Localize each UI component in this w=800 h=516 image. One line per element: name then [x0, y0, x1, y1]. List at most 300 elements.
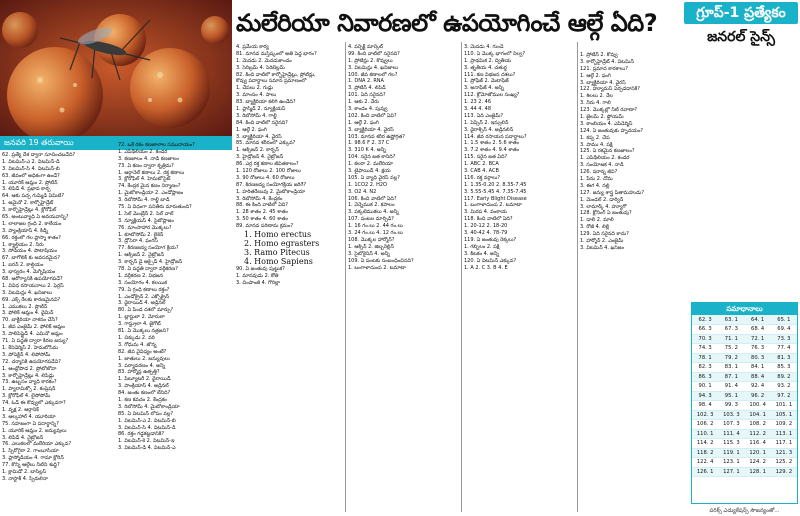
question-line: 79. ఏ గ్రంధి కణాలు రక్తం? [118, 286, 170, 293]
question-line: 111. కణ విభజన దశలు? [464, 71, 516, 78]
answer-cell: 107. 3 [718, 420, 744, 430]
question-line: 103. మానవ శరీర ఉష్ణోగ్రత? [348, 133, 405, 140]
answer-cell: 110. 1 [692, 429, 718, 439]
question-line: 3. లిపిడ్ 4. ప్రభావ కార్బ [2, 186, 51, 193]
answer-cell: 104. 1 [745, 410, 771, 420]
question-line: 3. సెరిబ్రమ్ 4. సెరిబెల్లమ్ [236, 64, 285, 71]
answer-cell: 62. 3 [692, 315, 718, 325]
answer-cell: 63. 1 [718, 315, 744, 325]
question-line: 1. 28 శాతం 2. 45 శాతం [236, 209, 288, 216]
question-line: 71. ఏ పద్దతి ద్వారా కిరణ జన్యు? [2, 338, 69, 345]
question-line: 4. ప్రమేయ కార్య [236, 44, 269, 50]
answer-cell: 69. 4 [771, 325, 797, 335]
question-line: 76. మాంసాహార మొక్కలు? [118, 224, 172, 231]
question-line: 1. స్పిరోగైరా 2. గాంబూసియా [2, 448, 59, 455]
question-line: 116. రక్త వర్గాలు? [464, 174, 501, 181]
answer-cell: 78. 1 [692, 353, 718, 363]
question-line: 1. ఆక్సిజన్ 2. నైట్రోజన్ [118, 252, 164, 259]
question-line: 3. థైరాయిడ్ 4. అడ్రినల్ [118, 300, 166, 307]
question-line: 1. బ్లాస్టులా 2. మోరులా [118, 314, 165, 321]
answer-cell: 120. 1 [745, 448, 771, 458]
question-line: 3. క్లోరోఫిల్ 4. హెమటోసైట్ [118, 176, 171, 183]
question-line: 3. సైటోకైనిన్ 4. అన్నీ [348, 250, 390, 257]
question-line: 3. మెదడు 4. గుండె [464, 44, 504, 50]
question-line: 125. ఏ రకమైన కణజాలం? [580, 148, 635, 155]
question-line: 1. హరితరేణువు 2. మైటోకాండ్రియా [236, 188, 306, 195]
question-line: 77. కిరణజన్య సంయోగ క్రియ? [118, 245, 179, 252]
question-line: 86. ఎర్ర రక్త కణాల జీవితకాలం? [236, 161, 299, 168]
question-line: 63. జీవంలో అధికంగా ఉండే? [2, 172, 60, 179]
answer-row [692, 372, 797, 382]
answer-cell: 108. 2 [745, 420, 771, 430]
question-line: 1. యూరిక్ ఆమ్లం 2. ప్రోటీన్ [2, 179, 58, 186]
question-line: 124. ఏ జంతువుకు హృదయం? [580, 127, 644, 134]
question-line: 72. ఒకే రకం కణజాలాల సముదాయం? [118, 142, 195, 148]
answer-row [692, 467, 797, 477]
question-line: 68. ఆరోగ్యానికి ఉపయోగపడే? [2, 276, 63, 283]
question-line: 3. ఆల్కహాల్ 4. యూరియా [2, 413, 56, 420]
answer-cell: 74. 3 [692, 344, 718, 354]
question-line: 3. న్యూక్లియస్ 4. సైటోప్లాజం [118, 217, 174, 224]
question-line: 3. పర్యావరణం 4. అన్నీ [118, 362, 166, 369]
question-line: 3. సంయోగం 4. కలయిక [118, 279, 168, 286]
answer-cell: 90. 1 [692, 382, 718, 392]
question-line: 1. ప్రాథమిక 2. ద్వితీయ [464, 57, 512, 64]
answer-cell: 124. 2 [745, 458, 771, 468]
question-line: 62. ప్ర‌త్యే దేశ ద్వారా సూచించబడేది? [2, 152, 76, 158]
question-line: 74. కేంద్రక మైన కణం నిర్మాణం? [118, 183, 181, 190]
question-line: 1. 98.6 F 2. 37 C [348, 140, 390, 147]
question-line: 105. ఏ వ్యాధి వైరస్ వల్ల? [348, 174, 400, 181]
question-line: 3. రోజీ 4. లిల్లీ [580, 224, 610, 231]
question-line: 4. పర్ఫెక్ట్ మార్కెట్ [348, 44, 384, 50]
answer-cell: 118. 2 [692, 448, 718, 458]
question-line: 3. కణజాలం 4. నాడీ కణజాలం [118, 155, 179, 162]
question-line: 3. ప్లాస్మోడియం 4. గామా క్లోరిన్ [2, 455, 64, 462]
answer-cell: 109. 2 [771, 420, 797, 430]
answer-row [692, 363, 797, 373]
question-line: 128. క్లోనింగ్ ఏ జంతువు? [580, 210, 632, 217]
question-line: 1. Homo erectus [244, 230, 312, 240]
question-line: 3. ప్రోటీన్ 4. లిపిడ్ [348, 85, 386, 92]
question-line: 1. గబ్బిలం 2. పక్షి [464, 243, 500, 250]
question-line: 75. సహజంగా ఏ పదార్థాన్ని? [2, 420, 59, 427]
answer-cell: 87. 1 [718, 372, 744, 382]
question-line: 86. రక్తం గడ్డకట్టడానికి? [118, 431, 165, 438]
answer-cell: 103. 3 [718, 410, 744, 420]
question-line: 120. ఏ విటమిన్ ఎక్కువ? [464, 257, 517, 264]
question-line: 3. విటమిన్లు 4. ఖనిజాలు [348, 64, 399, 71]
question-line: 3. విటమిన్-సి 4. విటమిన్-బి [2, 165, 60, 172]
question-line: 1. ప్లాస్మిడ్ 2. న్యూక్లియస్ [236, 106, 286, 113]
question-line: 3. బ్యాక్టీరియా 4. వైరస్ [348, 126, 394, 133]
answer-cell: 99. 3 [718, 401, 744, 411]
question-line: 3. విటమిన్ 4. ఖనిజం [580, 244, 624, 251]
question-line: 1. ప్రోటీన్ 2. కొవ్వు [580, 52, 618, 58]
answer-cell: 64. 1 [745, 315, 771, 325]
question-line: 126. పరాన్న జీవి? [580, 169, 618, 176]
question-line: 1. జీవ ఎంజైమ్ 2. ఫోలిక్ ఆమ్లం [2, 324, 65, 331]
answer-row [692, 439, 797, 449]
question-line: 1. ప్యారామిక్సో 2. కంప్రెషన్ [2, 386, 56, 393]
question-line: 3. లామార్క్ 4. హ్యూగో [580, 203, 627, 210]
question-line: 84. జంతు కణంలో లేనిది? [118, 390, 171, 397]
question-line: 1. ఆల్గే 2. ఫంగి [348, 119, 379, 126]
question-line: 3. మిరప 4. వంకాయ [464, 209, 507, 216]
question-line: 1. మైటోకాండ్రియా 2. ఎండోప్లాజం [118, 190, 184, 197]
question-line: 112. క్రోమోజోముల సంఖ్య? [464, 92, 520, 99]
question-line: 1. జాతులు 2. జన్యువులు [118, 355, 170, 362]
question-line: 1. కేనిడెర్మిస్ 2. హెమటోసీమ [2, 344, 59, 351]
question-line: 83. హార్మోన్ల ఉత్పత్తి? [118, 369, 160, 376]
answer-cell: 119. 1 [718, 448, 744, 458]
answer-cell: 112. 2 [745, 429, 771, 439]
question-line: 3. 24 గం.లు 4. 12 గం.లు [348, 230, 403, 237]
question-line: 123. మొక్కల్లో నీటి రవాణా? [580, 107, 638, 114]
question-line: 106. కింది వాటిలో ఏది? [348, 195, 397, 202]
answer-row [692, 410, 797, 420]
answer-cell: 83. 1 [718, 363, 744, 373]
question-line: 3. పాము 4. పక్షి [580, 141, 613, 148]
question-line: 3. డ్రోసెరా 4. ఫంగస్ [118, 238, 158, 245]
answer-cell: 95. 1 [718, 391, 744, 401]
question-line: 3. కాండం 4. పువ్వు [348, 106, 388, 113]
question-line: 3. కార్బన్ డై ఆక్సైడ్ 4. హైడ్రోజన్ [118, 259, 183, 266]
answer-cell: 113. 1 [771, 429, 797, 439]
question-line: 1. ఎపిథీలియం 2. కండర [580, 155, 630, 162]
question-line: 83. బ్యాక్టీరియా కలిగి ఉండేది? [236, 99, 296, 106]
answer-cell: 106. 2 [692, 420, 718, 430]
question-line: 1. చేపలు 2. గుడ్లు [236, 85, 274, 92]
answer-cell: 94. 3 [692, 391, 718, 401]
question-line: 1. ఆర్గానెల్ కణాలు 2. రక్త కణాలు [118, 169, 185, 176]
question-line: 64. ఆకు పచ్చ గుమ్మిడి ఏమిటి? [2, 193, 64, 200]
question-line: 3. నీరు 4. గాలి [580, 100, 611, 107]
question-line: కొవ్వు పదార్థాలు సమాన ప్రమాణంలో [236, 78, 307, 85]
question-line: 118. కింది వాటిలో ఏది? [464, 216, 513, 223]
question-line: 1. వృక్ష 2. ఆర్గానిక్ [2, 406, 39, 413]
question-line: 81. మానవ మస్తిష్కంలో అతి పెద్ద భాగం? [236, 50, 317, 57]
question-line: 3. కార్బోహైడ్రేట్లు 4. లిపిడ్లు [2, 372, 55, 379]
subject-label: జనరల్ సైన్స్ [707, 29, 775, 45]
answer-cell: 91. 4 [718, 382, 744, 392]
answer-row [692, 391, 797, 401]
question-line: 69. ఎక్స్ రేలకు కారణమైనవి? [2, 296, 61, 303]
question-line: 1. శిలలు 2. నేల [580, 93, 613, 100]
question-line: 119. ఏ జంతువు రెక్కలు? [464, 236, 517, 243]
question-line: 109. ఏ పంటకు సంబంధించినది? [348, 257, 414, 264]
answer-cell: 115. 3 [718, 439, 744, 449]
question-line: 3. పాలీపెప్టైడ్ 4. ఎమినో ఆమ్లం [2, 331, 63, 338]
question-line: 3. సోడియం 4. పొటాషియం [2, 248, 57, 255]
answer-cell: 72. 1 [745, 334, 771, 344]
answer-row [692, 344, 797, 354]
question-line: 1. 120 రోజులు 2. 100 రోజులు [236, 168, 301, 175]
question-line: 3. పోపెక్టిన్ 4. లిపోసోమ్ [2, 351, 51, 358]
question-line: 3. Ramo Pitecus [244, 248, 310, 258]
answer-cell: 71. 1 [718, 334, 744, 344]
answer-row [692, 429, 797, 439]
question-column-4 [348, 44, 460, 514]
question-line: 1. మెదడు 2. మెదడుకాండం [236, 57, 292, 64]
answer-cell: 89. 2 [771, 372, 797, 382]
question-line: 1. ఆల్గే 2. ఫంగి [580, 72, 611, 79]
question-line: 104. సరైన జత కానిది? [348, 154, 396, 161]
answer-cell: 125. 2 [771, 458, 797, 468]
question-line: 73. ఏ కణం ద్వారా కృత్రిమ? [118, 162, 174, 169]
question-line: 76. ఎలుకలలో మలేరియా ఎక్కువ? [2, 441, 72, 448]
question-line: 70. బాక్టీరియా నాశనం చేసే? [2, 317, 58, 324]
question-line: 74. ఓడ్ ఈ కొవ్వులో ఎక్కువగా? [2, 400, 66, 407]
answer-row [692, 325, 797, 335]
question-line: 82. కింది వాటిలో కార్బోహైడ్రేట్లు, ప్రోటీన్లు, [236, 71, 316, 78]
question-line: 117. Early Blight Disease [464, 195, 527, 202]
question-line: 1. 1.5 శాతం 2. 5.6 శాతం [464, 140, 520, 147]
question-line: 1. కప్ప 2. చేప [580, 134, 610, 141]
question-line: 3. విటమిన్-సి 4. విటమిన్-డి [118, 424, 176, 431]
answer-cell: 86. 3 [692, 372, 718, 382]
question-line: 1. జైలమ్ 2. ఫ్లోయమ్ [580, 114, 624, 121]
answer-cell: 92. 4 [745, 382, 771, 392]
question-line: 1. కణ కవచం 2. కేంద్రకం [118, 396, 167, 403]
question-line: 90. ఏ జంతువు పుట్టుక? [236, 266, 285, 273]
question-line: 3. ఫోలిక్ ఆమ్లం 4. థైమిన్ [2, 310, 54, 317]
question-line: 3. కార్బొహైడ్రేట్లు 4. క్లోరోఫిల్ [2, 207, 57, 214]
answer-cell: 98. 4 [692, 401, 718, 411]
question-line: 1. పెప్సిన్ 2. ఇన్సులిన్ [464, 119, 509, 126]
question-line: 1. ఎపిథీలియం 2. కండర [118, 148, 168, 155]
question-line: 1. ఆల్గే 2. ఫంగి [236, 126, 267, 133]
question-line: 3. రిబోసోమ్ 4. మైటోకాండ్రియా [118, 403, 180, 410]
question-line: 67. బాగోలిక్ కు అవసరమైన? [2, 255, 60, 262]
question-line: 3. 40-42 4. 78-79 [464, 230, 508, 237]
answer-cell: 126. 1 [692, 467, 718, 477]
question-line: 3. పక్కటెముకలు 4. అన్నీ [348, 209, 399, 216]
answer-cell: 81. 3 [771, 353, 797, 363]
question-line: 113. ఏది ఎంజైమ్? [464, 112, 504, 119]
question-line: 1. అమైనో 2. కార్బోహైడ్రేట్ [2, 200, 54, 207]
question-line: 1. లాలాజల గ్రంధి 2. కాలేయం [2, 220, 62, 227]
question-line: 3. CAB 4. ACB [464, 168, 499, 175]
question-line: 1. ఆకు 2. వేరు [348, 99, 379, 106]
question-line: 3. గాస్ట్రులా 4. జైగోట్ [118, 321, 161, 328]
answer-cell: 101. 1 [771, 401, 797, 411]
question-line: 3. బ్యాక్టీరియా 4. వైరస్ [236, 133, 282, 140]
answer-cell: 100. 4 [745, 401, 771, 411]
answer-cell: 85. 3 [771, 363, 797, 373]
question-line: 3. విటమిన్లు 4. ఖనిజాలు [2, 289, 53, 296]
answer-cell: 93. 2 [771, 382, 797, 392]
mosquito-photo [0, 0, 232, 136]
question-line: 129. ఏది సరైనది కాదు? [580, 231, 629, 238]
question-line: 3. రిబోసోమ్ 4. గాల్జీ [236, 112, 277, 119]
answer-cell: 66. 3 [692, 325, 718, 335]
column-divider [461, 42, 462, 512]
question-line: 122. హ్యూమస్ ఏర్పడడానికి? [580, 86, 640, 93]
question-line: 1. ఆక్సిజన్ 2. కార్బన్ [236, 147, 279, 154]
question-line: 1. విటమిన్-ఎ 2. విటమిన్-డి [2, 158, 60, 165]
question-line: 1. చిక్కుడు 2. వరి [118, 334, 155, 341]
question-line: 1. 1CO2 2. H2O [348, 181, 387, 188]
question-line: 3. 90 రోజులు 4. 60 రోజులు [236, 174, 295, 181]
question-line: 102. కింది వాటిలో ఏవి? [348, 112, 397, 119]
answer-cell: 75. 2 [718, 344, 744, 354]
sponsor-footer: పరిక్స్ ఎడ్యుకేషన్స్ సౌజన్యంతో... [709, 508, 780, 514]
question-line: 87. కిరణజన్య సంయోగక్రియ జరిగే? [236, 181, 307, 188]
question-line: 3. కార్బోహైడ్రేట్ 4. విటమిన్ [580, 58, 634, 65]
question-line: 3. విటమిన్-డి 4. విటమిన్-ఎ [118, 445, 176, 452]
question-line: 2. Homo egrasters [244, 239, 320, 249]
answer-cell: 77. 4 [771, 344, 797, 354]
question-line: 3. చింపాంజీ 4. గొరిల్లా [236, 279, 281, 286]
question-line: 121. ప్రమాద కారకాలు? [580, 65, 628, 72]
question-line: 1. పిట్యూటరీ 2. థైరాయిడ్ [118, 376, 171, 383]
answer-cell: 128. 1 [745, 467, 771, 477]
answer-cell: 121. 3 [771, 448, 797, 458]
answer-cell: 129. 2 [771, 467, 797, 477]
question-line: 4. Homo Sapiens [244, 257, 313, 267]
answer-key-table [692, 315, 797, 477]
question-line: 1. బంగాళాదుంప 2. టమాటా [348, 264, 406, 271]
headline: మలేరియా నివారణలో ఉపయోగించే ఆల్గే ఏది? [236, 9, 658, 37]
question-line: 3. ఈగ 4. నల్లి [580, 182, 610, 189]
question-line: 3. 5.55-5.45 4. 7.35-7.45 [464, 188, 527, 195]
answer-row [692, 353, 797, 363]
question-line: 84. కింది వాటిలో సరైనది? [236, 119, 288, 126]
answer-row [692, 420, 797, 430]
question-line: 1. కలరా 2. మలేరియా [348, 161, 393, 168]
question-line: 82. జీవ వైవిధ్యం అంటే? [118, 348, 167, 355]
question-line: 3. మాంసం 4. పాలు [236, 92, 277, 99]
question-line: 3. రిబోసోమ్ 4. గాల్జీ బాడీ [118, 197, 170, 204]
question-line: 127. జన్యు శాస్త్ర పితామహుడు? [580, 189, 645, 196]
question-column-6 [580, 52, 688, 514]
answer-cell: 76. 3 [745, 344, 771, 354]
answer-cell: 88. 4 [745, 372, 771, 382]
question-line: 100. జీవ కణాలలో గల? [348, 71, 398, 78]
question-line: 1. ఎండోక్రైన్ 2. ఎక్సోక్రైన్ [118, 293, 170, 300]
question-line: 1. ABC 2. BCA [464, 161, 499, 168]
question-line: 1. వెన్నెముక 2. కపాలం [348, 202, 395, 209]
question-column-2 [118, 142, 232, 514]
question-line: 3. కాంబియం 4. ఎపిడెర్మిస్ [580, 120, 633, 127]
question-line: 3. తృతీయ 4. చతుర్థ [464, 64, 507, 71]
answer-cell: 127. 1 [718, 467, 744, 477]
question-line: 3. O2 4. N2 [348, 188, 377, 195]
question-line: 110. ఏ మొక్క భాగంలో నిల్వ? [464, 50, 526, 57]
question-line: 1. విటమిన్-ఎ 2. విటమిన్-బి [118, 417, 176, 424]
question-line: 3. హైడ్రోజన్ 4. నైట్రోజన్ [236, 154, 284, 161]
question-line: 3. ప్యాంక్రియాస్ 4. కిడ్నీ [2, 227, 49, 234]
question-line: 1. ఎముకలు 2. ప్రొటీన్ [2, 303, 48, 310]
question-line: 3. గోధుమ 4. జొన్న [118, 341, 157, 348]
question-line: 1. A 2. C 3. B 4. E [464, 264, 508, 271]
column-divider [345, 42, 346, 512]
question-line: 89. మానవ పరిణామ క్రమం? [236, 223, 294, 230]
answer-cell: 122. 4 [692, 458, 718, 468]
question-line: 1. సెల్ మెంబ్రేన్ 2. సెల్ వాల్ [118, 210, 174, 217]
question-line: 1. హార్మోన్ 2. ఎంజైమ్ [580, 238, 624, 245]
answer-cell: 73. 3 [771, 334, 797, 344]
answer-row [692, 458, 797, 468]
column-divider [577, 42, 578, 512]
answer-key-title: సమాధానాలు [692, 303, 797, 315]
answer-row [692, 448, 797, 458]
question-line: 1. 23 2. 46 [464, 99, 492, 106]
question-line: 3. భాస్వరం 4. మెగ్నీషియం [2, 269, 56, 276]
question-line: 1. ఆంథ్రోపొడ 2. ప్రోటోజోవా [2, 365, 57, 372]
answer-cell: 117. 1 [771, 439, 797, 449]
question-line: 1. డాలీ 2. మాలీ [580, 217, 614, 224]
question-line: 65. అంటువ్యాధి ఏ అవయవాన్ని? [2, 214, 69, 221]
question-line: 3. లిపిడ్ 4. నైట్రోజన్ [2, 434, 44, 441]
question-line: 1. పేను 2. దోమ [580, 176, 613, 183]
question-line: 85. ఏ విటమిన్ లోపం వల్ల? [118, 410, 174, 417]
question-line: 1. వివిధ రసాయనాలు 2. ఫెర్రస్ [2, 282, 64, 289]
question-line: 1. క్లామిడో 2. బాసిల్లస్ [2, 468, 47, 475]
question-line: 3. అనాఫేజ్ 4. అన్నీ [464, 85, 504, 92]
answer-cell: 80. 3 [745, 353, 771, 363]
question-line: 88. ఈ కింది వాటిలో ఏది? [236, 202, 288, 209]
question-line: 77. కొన్ని ఆల్గేలు నీటిని శుద్ధి? [2, 462, 60, 469]
question-line: 3. సంయోజక 4. నాడీ [580, 162, 624, 169]
question-line: 1. విటమిన్-కె 2. విటమిన్-ఇ [118, 438, 175, 445]
answer-cell: 70. 3 [692, 334, 718, 344]
answer-cell: 96. 2 [745, 391, 771, 401]
question-line: 78. ఏ పద్దతి ద్వారా వర్గీకరణ? [118, 266, 178, 273]
answer-cell: 84. 1 [745, 363, 771, 373]
question-line: 1. 1.35-0.20 2. 8.35-7.45 [464, 181, 527, 188]
question-line: 3. రిబోసోమ్ 4. కేంద్రకం [236, 195, 283, 202]
answer-cell: 65. 1 [771, 315, 797, 325]
answer-cell: 67. 3 [718, 325, 744, 335]
question-line: 1. బంగాళాదుంప 2. టమాటా [464, 202, 522, 209]
answer-cell: 111. 4 [718, 429, 744, 439]
question-line: 101. ఏది సరైనది? [348, 92, 386, 99]
question-line: 1. ప్రోటీన్లు 2. కొవ్వులు [348, 57, 393, 64]
answer-cell: 116. 4 [745, 439, 771, 449]
question-line: 3. 50 శాతం 4. 60 శాతం [236, 216, 288, 223]
question-line: 99. కింది వాటిలో సరైనది? [348, 50, 400, 57]
group-badge: గ్రూప్-1 ప్రత్యేకం [684, 2, 798, 24]
question-line: 1. ఐరన్ 2. కాల్షియం [2, 262, 44, 269]
question-line: 1. మానవుడు 2. కోతి [236, 272, 279, 279]
answer-cell: 123. 1 [718, 458, 744, 468]
answer-key-box [691, 302, 798, 504]
answer-cell: 97. 2 [771, 391, 797, 401]
question-line: 3. 7.2 శాతం 4. 9.4 శాతం [464, 147, 520, 154]
answer-cell: 82. 3 [692, 363, 718, 373]
question-line: 1. వర్గీకరణ 2. విభజన [118, 272, 164, 279]
question-column-3 [236, 44, 344, 514]
question-line: 66. రక్తంలో గల ప్లాస్మా శాతం? [2, 234, 61, 241]
answer-cell: 79. 2 [718, 353, 744, 363]
answer-cell: 114. 2 [692, 439, 718, 449]
answer-row [692, 382, 797, 392]
answer-cell: 102. 3 [692, 410, 718, 420]
question-line: 3. కీటకం 4. అన్నీ [464, 250, 500, 257]
question-line: 1. 16 గం.లు 2. 44 గం.లు [348, 223, 403, 230]
question-line: 114. జీవ రసాయన పదార్థాలు? [464, 133, 527, 140]
question-line: 1. మెండల్ 2. డార్విన్ [580, 196, 624, 203]
question-line: 75. ఏ విధంగా పనితీరు మారుతుంది? [118, 204, 192, 211]
question-line: 3. బ్యాక్టీరియా 4. వైరస్ [580, 79, 626, 86]
question-line: 115. సరైన జత ఏది? [464, 154, 508, 161]
question-line: 1. DNA 2. RNA [348, 78, 384, 85]
answer-cell: 68. 4 [745, 325, 771, 335]
question-line: 1. 20-12 2. 18-20 [464, 223, 508, 230]
question-line: 3. క్లోరోఫిల్ 4. లైసోసోమ్ [2, 393, 51, 400]
